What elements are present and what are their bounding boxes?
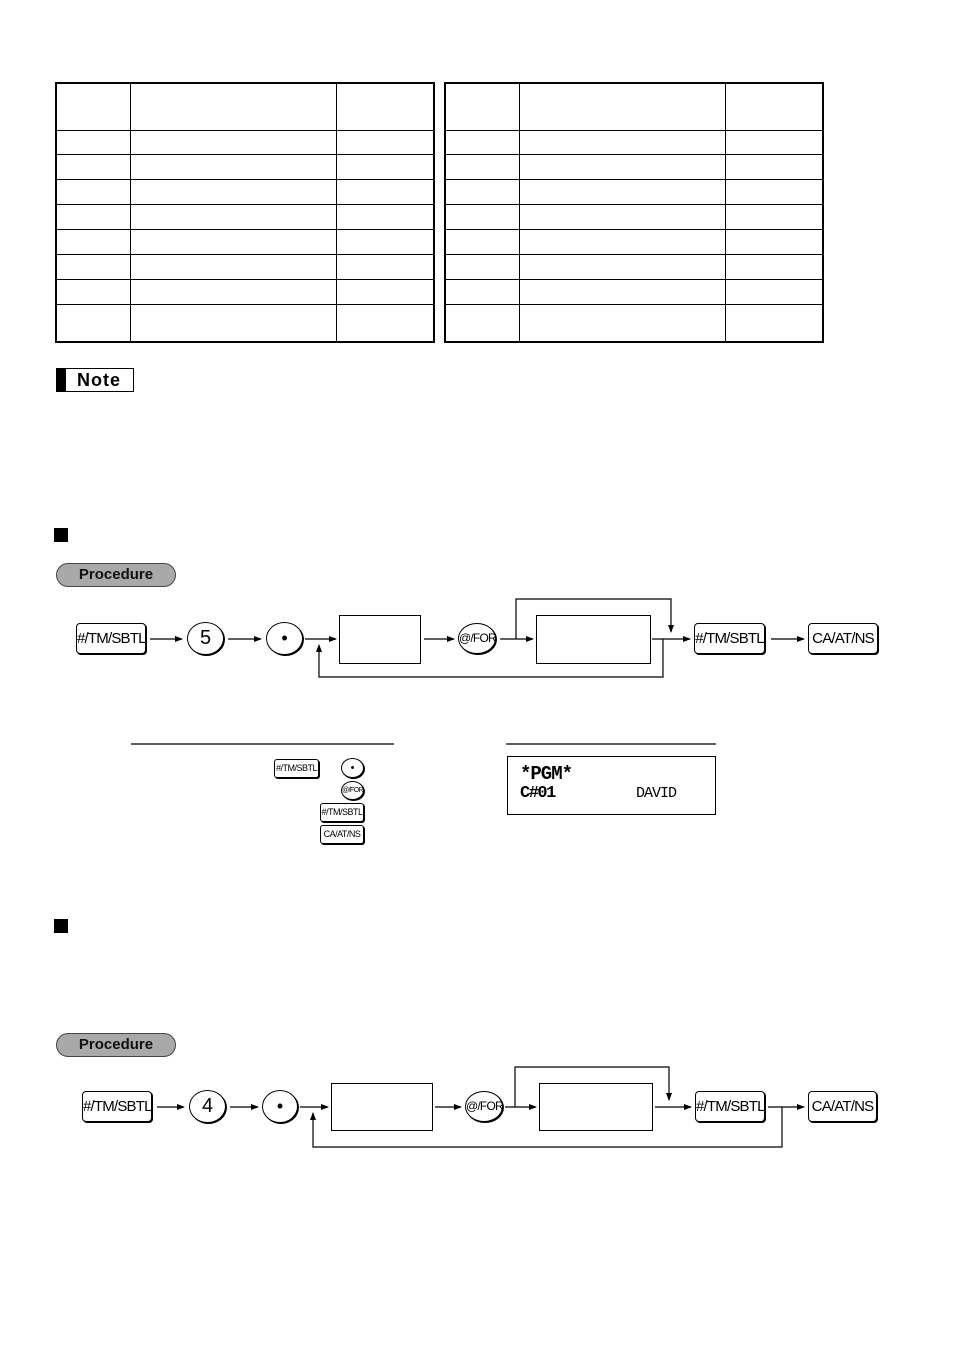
procedure-pill-2: Procedure — [56, 1033, 176, 1057]
tm-sbtl-key[interactable]: #/TM/SBTL — [76, 623, 146, 654]
ca-at-ns-key-small[interactable]: CA/AT/NS — [320, 825, 364, 844]
display-line-1: *PGM* — [520, 763, 573, 785]
tm-sbtl-key-small[interactable]: #/TM/SBTL — [274, 759, 319, 778]
number-5-key[interactable]: 5 — [187, 622, 224, 655]
ca-at-ns-key[interactable]: CA/AT/NS — [808, 1091, 877, 1122]
at-for-key[interactable]: @/FOR — [458, 623, 496, 654]
at-for-key[interactable]: @/FOR — [465, 1091, 503, 1122]
number-4-key[interactable]: 4 — [189, 1090, 226, 1123]
tm-sbtl-key[interactable]: #/TM/SBTL — [82, 1091, 152, 1122]
ca-at-ns-key[interactable]: CA/AT/NS — [808, 623, 878, 654]
note-label: Note — [77, 370, 121, 390]
register-display — [507, 756, 716, 815]
tm-sbtl-key[interactable]: #/TM/SBTL — [694, 623, 765, 654]
at-for-key-small[interactable]: @/FOR — [341, 781, 364, 800]
entry-box-3 — [331, 1083, 433, 1131]
display-clerk-code: C#01 — [520, 784, 555, 803]
decimal-point-key[interactable]: • — [262, 1090, 298, 1123]
decimal-point-key[interactable]: • — [266, 622, 303, 655]
entry-box-2 — [536, 615, 651, 664]
tm-sbtl-key-small[interactable]: #/TM/SBTL — [320, 803, 364, 822]
entry-box-1 — [339, 615, 421, 664]
entry-box-4 — [539, 1083, 653, 1131]
tm-sbtl-key[interactable]: #/TM/SBTL — [695, 1091, 765, 1122]
display-clerk-name: DAVID — [636, 785, 677, 802]
procedure-pill-1: Procedure — [56, 563, 176, 587]
decimal-point-key-small[interactable]: • — [341, 758, 364, 778]
